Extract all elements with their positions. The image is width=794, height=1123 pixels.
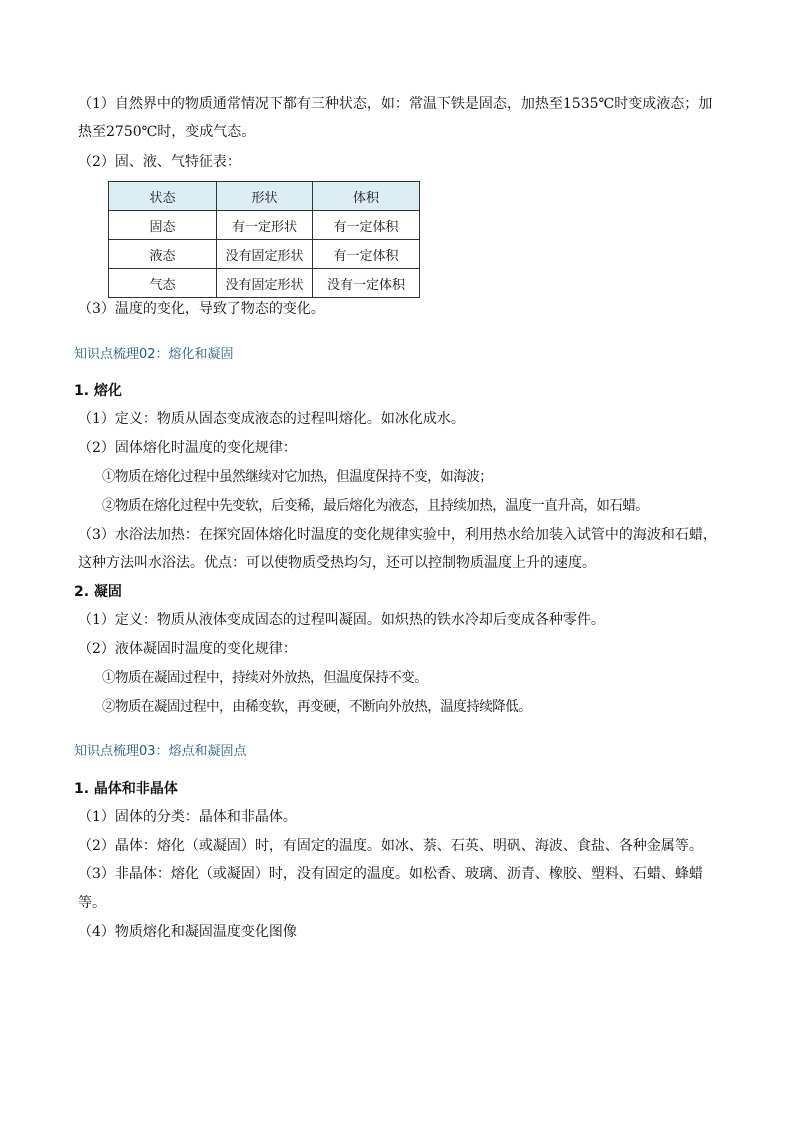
table-cell: 固态 <box>109 211 217 240</box>
intro-paragraph-2: （2）固、液、气特征表： <box>78 154 241 170</box>
solidifying-rule-2: ②物质在凝固过程中，由稀变软，再变硬，不断向外放热，温度持续降低。 <box>102 699 532 715</box>
table-cell: 有一定体积 <box>313 211 420 240</box>
table-cell: 没有固定形状 <box>217 240 313 269</box>
crystal-paragraph-3-line-1: （3）非晶体：熔化（或凝固）时，没有固定的温度。如松香、玻璃、沥青、橡胶、塑料、石蜡、蜂蜡 <box>78 866 703 882</box>
intro-paragraph-3: （3）温度的变化，导致了物态的变化。 <box>78 301 325 317</box>
melting-rule-title: （2）固体熔化时温度的变化规律： <box>78 440 297 456</box>
solidifying-rule-title: （2）液体凝固时温度的变化规律： <box>78 641 297 657</box>
crystal-paragraph-2: （2）晶体：熔化（或凝固）时，有固定的温度。如冰、萘、石英、明矾、海波、食盐、各种金属等。 <box>78 838 703 854</box>
table-row <box>109 211 420 240</box>
table-cell: 有一定体积 <box>313 240 420 269</box>
crystal-paragraph-1: （1）固体的分类：晶体和非晶体。 <box>78 809 297 825</box>
solidifying-definition: （1）定义：物质从液体变成固态的过程叫凝固。如炽热的铁水冷却后变成各种零件。 <box>78 612 605 628</box>
intro-paragraph-1-line-2: 热至2750℃时，变成气态。 <box>78 124 256 140</box>
table-cell: 液态 <box>109 240 217 269</box>
states-table <box>108 181 420 298</box>
water-bath-line-2: 这种方法叫水浴法。优点：可以使物质受热均匀，还可以控制物质温度上升的速度。 <box>78 555 596 571</box>
melting-definition: （1）定义：物质从固态变成液态的过程叫熔化。如冰化成水。 <box>78 411 465 427</box>
section-02-title: 知识点梳理02：熔化和凝固 <box>74 347 234 362</box>
table-header-cell: 状态 <box>109 182 217 211</box>
crystal-heading: 1. 晶体和非晶体 <box>74 781 178 797</box>
table-header-cell: 形状 <box>217 182 313 211</box>
section-03-title: 知识点梳理03：熔点和凝固点 <box>74 744 247 759</box>
solidifying-rule-1: ①物质在凝固过程中，持续对外放热，但温度保持不变。 <box>102 670 428 686</box>
table-header-cell: 体积 <box>313 182 420 211</box>
crystal-paragraph-4: （4）物质熔化和凝固温度变化图像 <box>78 924 297 940</box>
intro-paragraph-1-line-1: （1）自然界中的物质通常情况下都有三种状态，如：常温下铁是固态，加热至1535℃时变成液态；加 <box>78 96 713 112</box>
table-row <box>109 269 420 298</box>
melting-rule-1: ①物质在熔化过程中虽然继续对它加热，但温度保持不变，如海波； <box>102 469 493 485</box>
table-row <box>109 240 420 269</box>
melting-rule-2: ②物质在熔化过程中先变软，后变稀，最后熔化为液态，且持续加热，温度一直升高，如石蜡。 <box>102 498 649 514</box>
table-cell: 没有固定形状 <box>217 269 313 298</box>
water-bath-line-1: （3）水浴法加热：在探究固体熔化时温度的变化规律实验中，利用热水给加装入试管中的海波和石蜡， <box>78 527 717 543</box>
crystal-paragraph-3-line-2: 等。 <box>78 895 106 911</box>
table-header-row <box>109 182 420 211</box>
solidifying-heading: 2. 凝固 <box>74 584 122 600</box>
table-cell: 没有一定体积 <box>313 269 420 298</box>
table-cell: 有一定形状 <box>217 211 313 240</box>
table-cell: 气态 <box>109 269 217 298</box>
melting-heading: 1. 熔化 <box>74 383 122 399</box>
